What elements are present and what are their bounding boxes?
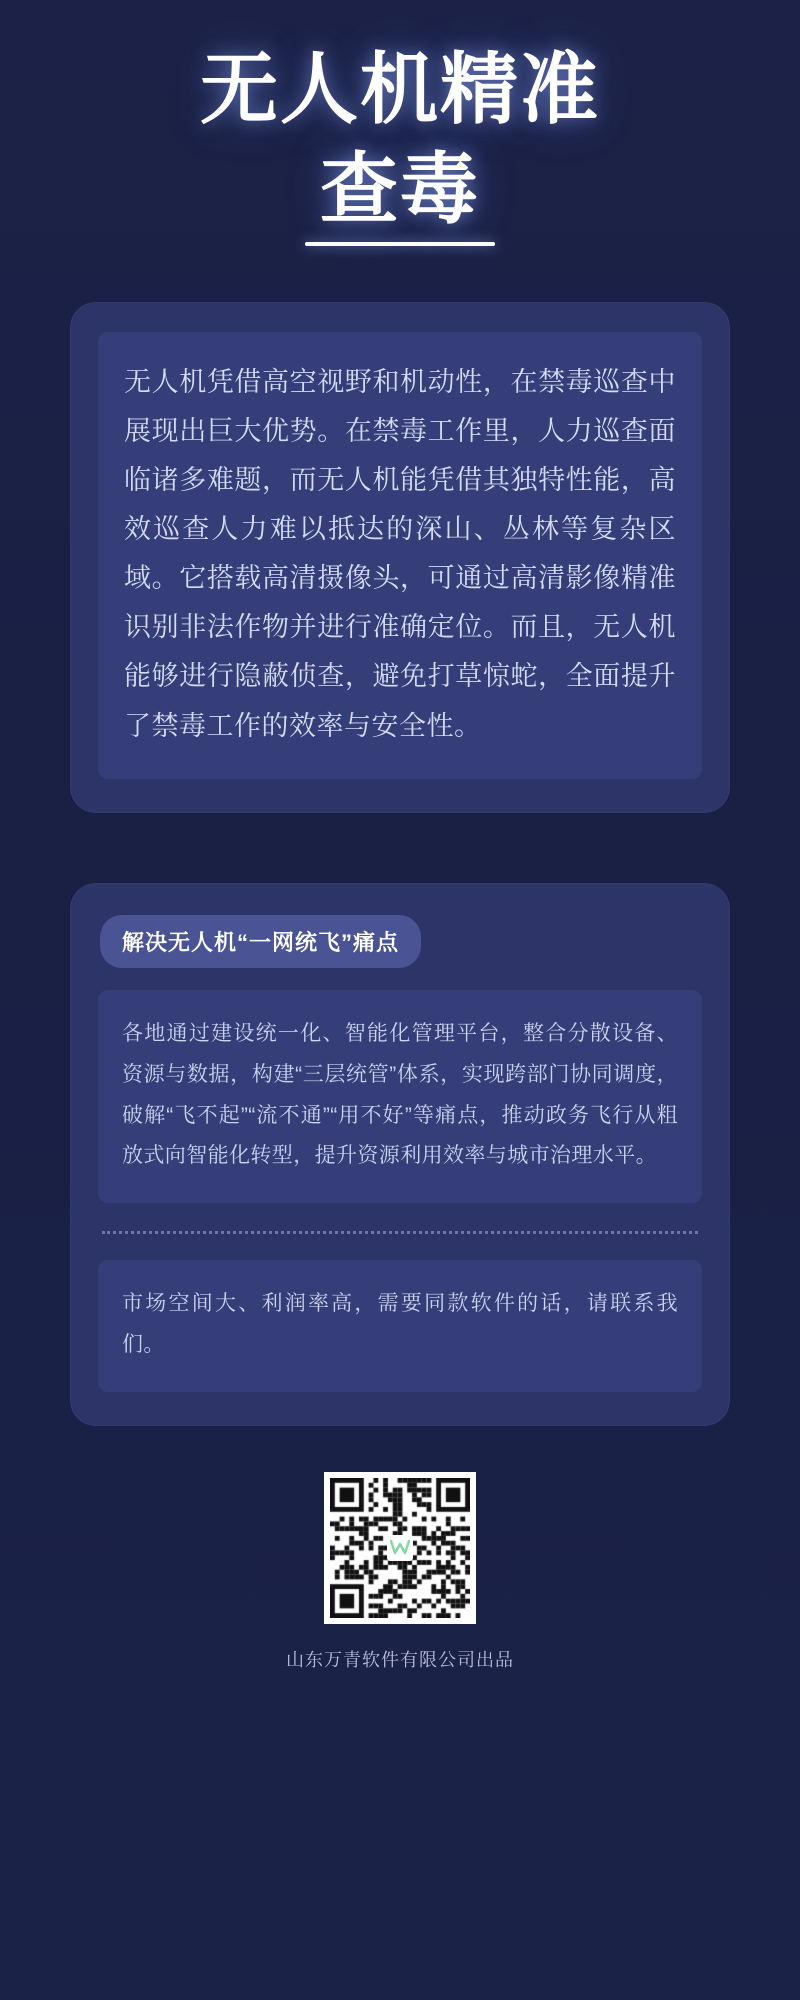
title-underline bbox=[305, 242, 495, 246]
title-line-1: 无人机精准 bbox=[199, 46, 600, 133]
contact-panel bbox=[98, 1260, 702, 1392]
section-paragraph: 各地通过建设统一化、智能化管理平台，整合分散设备、资源与数据，构建“三层统管”体系，实现跨部门协同调度，破解“飞不起”“流不通”“用不好”等痛点，推动政务飞行从粗放式向智能化转型，提升资源利用效率与城市治理水平。 bbox=[122, 1021, 678, 1168]
divider bbox=[102, 1231, 698, 1234]
title-line-2-text: 查毒 bbox=[319, 145, 480, 233]
intro-paragraph: 无人机凭借高空视野和机动性，在禁毒巡查中展现出巨大优势。在禁毒工作里，人力巡查面临诸多难题，而无人机能凭借其独特性能，高效巡查人力难以抵达的深山、丛林等复杂区域。它搭载高清摄像头，可通过高清影像精准识别非法作物并进行准确定位。而且，无人机能够进行隐蔽侦查，避免打草惊蛇，全面提升了禁毒工作的效率与安全性。 bbox=[124, 366, 676, 741]
intro-card bbox=[70, 302, 730, 813]
qr-logo-icon bbox=[387, 1535, 413, 1561]
contact-paragraph: 市场空间大、利润率高，需要同款软件的话，请联系我们。 bbox=[122, 1292, 678, 1357]
section-panel bbox=[98, 990, 702, 1204]
qr-code[interactable] bbox=[324, 1472, 476, 1624]
section-card bbox=[70, 883, 730, 1427]
page-title bbox=[0, 0, 800, 270]
title-line-2 bbox=[305, 140, 495, 252]
company-footer: 山东万青软件有限公司出品 bbox=[286, 1650, 514, 1671]
section-badge: 解决无人机“一网统飞”痛点 bbox=[100, 915, 421, 968]
intro-panel bbox=[98, 332, 702, 779]
